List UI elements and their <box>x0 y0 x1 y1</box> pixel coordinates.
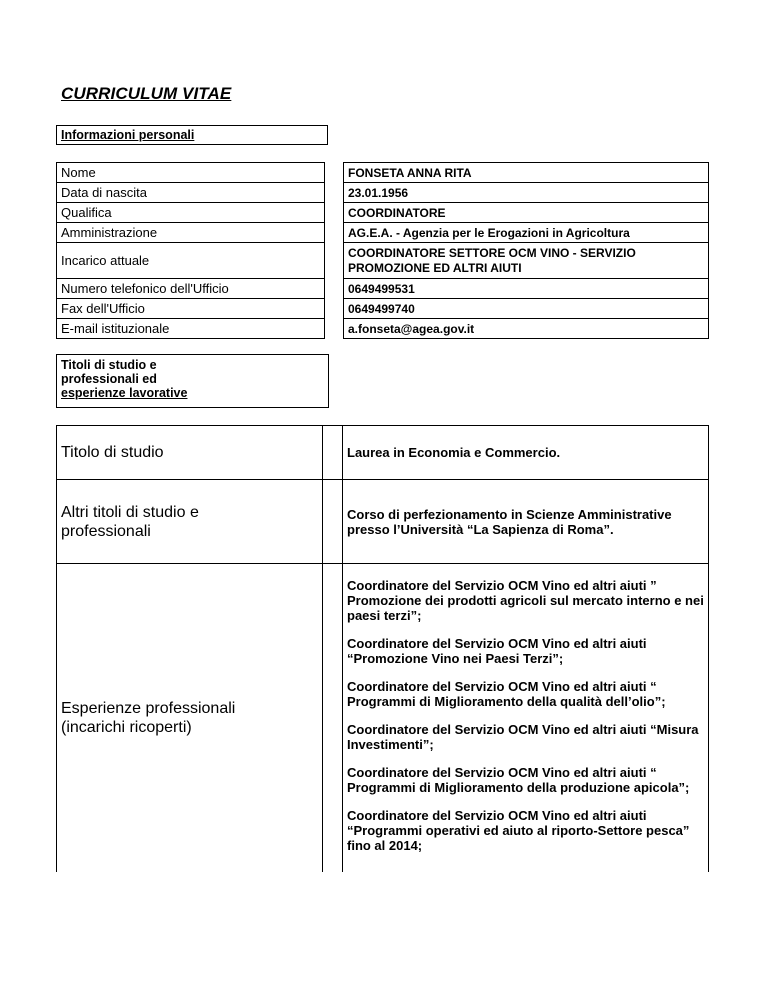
table-row <box>57 299 709 319</box>
row-label: Data di nascita <box>57 183 325 203</box>
row-label: Fax dell'Ufficio <box>57 299 325 319</box>
list-item: Coordinatore del Servizio OCM Vino ed altri aiuti “ Programmi di Miglioramento della qualità dell’olio”; <box>347 679 666 709</box>
list-item: Coordinatore del Servizio OCM Vino ed altri aiuti ” Promozione dei prodotti agricoli sul mercato interno e nei paesi terzi”; <box>347 578 704 623</box>
table-row <box>57 223 709 243</box>
table-row <box>57 243 709 279</box>
table-row <box>57 480 709 564</box>
titles-section-line: professionali ed <box>61 372 157 386</box>
experience-label: Esperienze professionali (incarichi ricoperti) <box>57 564 323 872</box>
titles-section-line: Titoli di studio e <box>61 358 157 372</box>
degree-value: Laurea in Economia e Commercio. <box>343 426 709 480</box>
personal-section-title: Informazioni personali <box>61 128 195 142</box>
table-row <box>57 319 709 339</box>
row-value: AG.E.A. - Agenzia per le Erogazioni in Agricoltura <box>344 223 709 243</box>
list-item: Coordinatore del Servizio OCM Vino ed altri aiuti “Misura Investimenti”; <box>347 722 699 752</box>
row-label: Incarico attuale <box>57 243 325 279</box>
degree-label: Titolo di studio <box>57 426 323 480</box>
other-titles-label: Altri titoli di studio e professionali <box>57 480 323 564</box>
experience-list <box>343 564 709 872</box>
titles-section-header <box>56 354 329 408</box>
table-row <box>57 163 709 183</box>
row-value: 0649499740 <box>344 299 709 319</box>
personal-info-table <box>56 162 709 339</box>
list-item: Coordinatore del Servizio OCM Vino ed altri aiuti “ Programmi di Miglioramento della produzione apicola”; <box>347 765 690 795</box>
row-label: Numero telefonico dell'Ufficio <box>57 279 325 299</box>
row-value: 23.01.1956 <box>344 183 709 203</box>
row-value: COORDINATORE <box>344 203 709 223</box>
table-row <box>57 279 709 299</box>
personal-section-header <box>56 125 328 145</box>
table-row <box>57 203 709 223</box>
row-label: E-mail istituzionale <box>57 319 325 339</box>
row-label: Qualifica <box>57 203 325 223</box>
row-label: Amministrazione <box>57 223 325 243</box>
table-row <box>57 426 709 480</box>
row-value: 0649499531 <box>344 279 709 299</box>
studies-table <box>56 425 709 872</box>
table-row <box>57 183 709 203</box>
row-value: COORDINATORE SETTORE OCM VINO - SERVIZIO PROMOZIONE ED ALTRI AIUTI <box>344 243 709 279</box>
document-title: CURRICULUM VITAE <box>61 84 232 103</box>
row-label: Nome <box>57 163 325 183</box>
row-value: a.fonseta@agea.gov.it <box>344 319 709 339</box>
list-item: Coordinatore del Servizio OCM Vino ed altri aiuti “Programmi operativi ed aiuto al riporto-Settore pesca” fino al 2014; <box>347 808 690 853</box>
row-value: FONSETA ANNA RITA <box>344 163 709 183</box>
other-titles-value: Corso di perfezionamento in Scienze Amministrative presso l’Università “La Sapienza di Roma”. <box>343 480 709 564</box>
titles-section-line: esperienze lavorative <box>61 386 188 400</box>
list-item: Coordinatore del Servizio OCM Vino ed altri aiuti “Promozione Vino nei Paesi Terzi”; <box>347 636 647 666</box>
table-row <box>57 564 709 872</box>
